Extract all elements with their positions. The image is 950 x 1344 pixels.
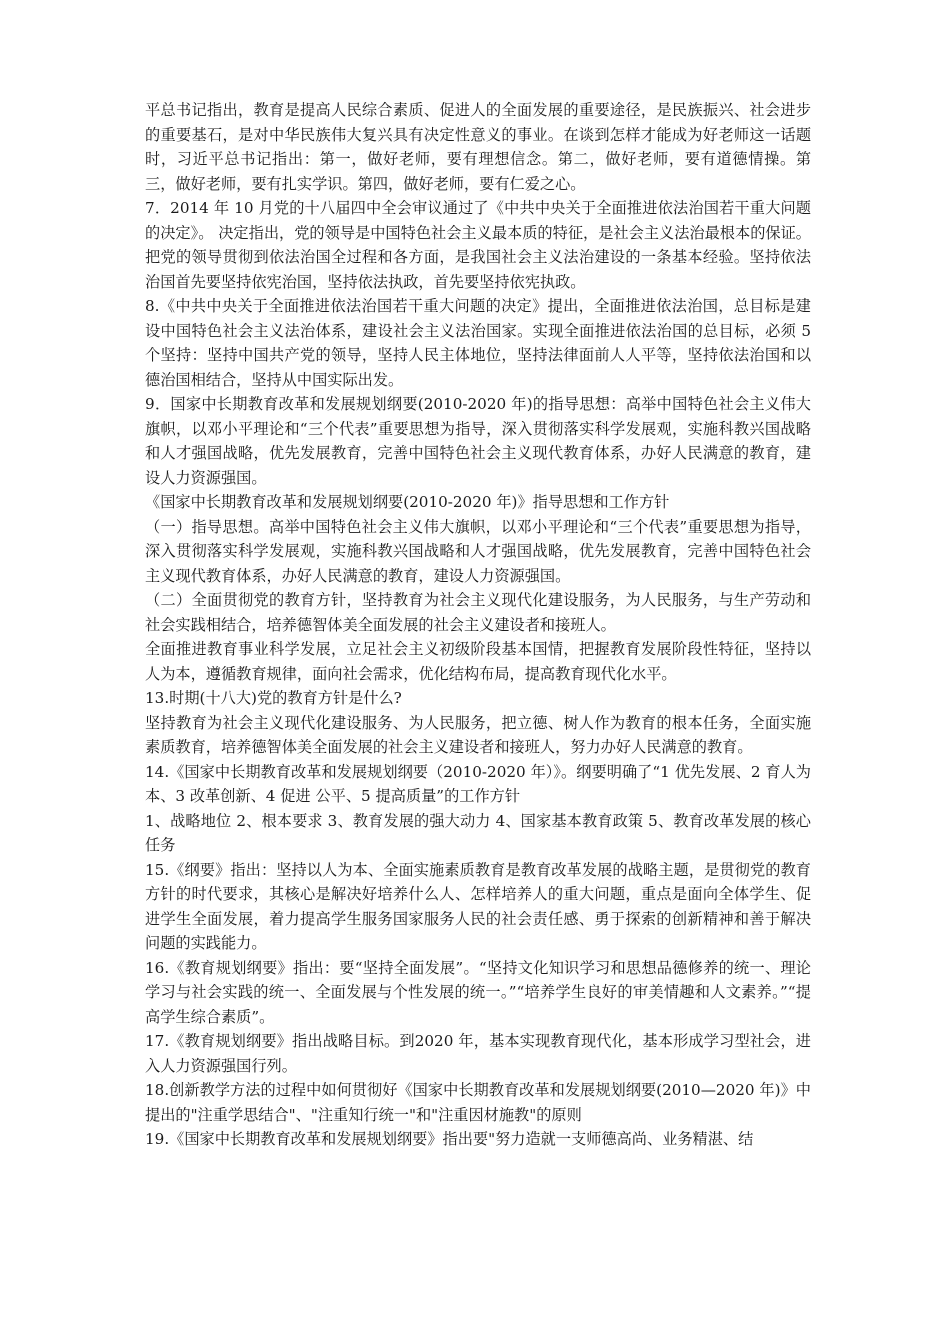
paragraph-item-13-question: 13.时期(十八大)党的教育方针是什么? <box>145 689 402 707</box>
paragraph-scientific-development: 全面推进教育事业科学发展，立足社会主义初级阶段基本国情，把握教育发展阶段性特征，坚持以人为本，遵循教育规律，面向社会需求，优化结构布局，提高教育现代化水平。 <box>145 640 811 683</box>
paragraph-item-7: 7．2014 年 10 月党的十八届四中全会审议通过了《中共中央关于全面推进依法治国若干重大问题的决定》。 决定指出，党的领导是中国特色社会主义最本质的特征，是社会主义法治最根本的保证。把党的领导贯彻到依法治国全过程和各方面，是我国社会主义法治建设的一条基本经验。坚持依法治国首先要坚持依宪治国，坚持依法执政，首先要坚持依宪执政。 <box>145 199 811 291</box>
paragraph-item-18: 18.创新教学方法的过程中如何贯彻好《国家中长期教育改革和发展规划纲要(2010—2020 年)》中提出的"注重学思结合"、"注重知行统一"和"注重因材施教"的原则 <box>145 1081 811 1124</box>
paragraph-item-14-list: 1、战略地位 2、根本要求 3、教育发展的强大动力 4、国家基本教育政策 5、教育改革发展的核心任务 <box>145 811 811 854</box>
paragraph-item-13-answer: 坚持教育为社会主义现代化建设服务、为人民服务，把立德、树人作为教育的根本任务，全面实施素质教育，培养德智体美全面发展的社会主义建设者和接班人，努力办好人民满意的教育。 <box>145 713 811 756</box>
paragraph-item-15: 15.《纲要》指出：坚持以人为本、全面实施素质教育是教育改革发展的战略主题，是贯彻党的教育方针的时代要求，其核心是解决好培养什么人、怎样培养人的重大问题，重点是面向全体学生、促进学生全面发展，着力提高学生服务国家服务人民的社会责任感、勇于探索的创新精神和善于解决问题的实践能力。 <box>145 860 811 952</box>
paragraph-education-policy: （二）全面贯彻党的教育方针，坚持教育为社会主义现代化建设服务，为人民服务，与生产劳动和社会实践相结合，培养德智体美全面发展的社会主义建设者和接班人。 <box>145 591 811 634</box>
paragraph-item-9: 9．国家中长期教育改革和发展规划纲要(2010-2020 年)的指导思想：高举中国特色社会主义伟大旗帜，以邓小平理论和“三个代表”重要思想为指导，深入贯彻落实科学发展观，实施科教兴国战略和人才强国战略，优先发展教育，完善中国特色社会主义现代教育体系，办好人民满意的教育，建设人力资源强国。 <box>145 395 811 487</box>
paragraph-item-14: 14.《国家中长期教育改革和发展规划纲要（2010-2020 年）》。纲要明确了“1 优先发展、2 育人为本、3 改革创新、4 促进 公平、5 提高质量”的工作方针 <box>145 762 811 805</box>
paragraph-item-17: 17.《教育规划纲要》指出战略目标。到2020 年，基本实现教育现代化，基本形成学习型社会，进入人力资源强国行列。 <box>145 1032 811 1075</box>
paragraph-guiding-thought: （一）指导思想。高举中国特色社会主义伟大旗帜，以邓小平理论和“三个代表”重要思想为指导，深入贯彻落实科学发展观，实施科教兴国战略和人才强国战略，优先发展教育，完善中国特色社会主义现代教育体系，办好人民满意的教育，建设人力资源强国。 <box>145 517 811 585</box>
document-page <box>145 98 811 1152</box>
paragraph-item-19: 19.《国家中长期教育改革和发展规划纲要》指出要"努力造就一支师德高尚、业务精湛、结 <box>145 1130 754 1148</box>
paragraph-intro: 平总书记指出，教育是提高人民综合素质、促进人的全面发展的重要途径，是民族振兴、社会进步的重要基石，是对中华民族伟大复兴具有决定性意义的事业。在谈到怎样才能成为好老师这一话题时，习近平总书记指出：第一，做好老师，要有理想信念。第二，做好老师，要有道德情操。第三，做好老师，要有扎实学识。第四，做好老师，要有仁爱之心。 <box>145 101 811 193</box>
paragraph-guideline-heading: 《国家中长期教育改革和发展规划纲要(2010-2020 年)》指导思想和工作方针 <box>145 493 670 511</box>
paragraph-item-8: 8.《中共中央关于全面推进依法治国若干重大问题的决定》提出，全面推进依法治国，总目标是建设中国特色社会主义法治体系，建设社会主义法治国家。实现全面推进依法治国的总目标，必须 5 个坚持：坚持中国共产党的领导，坚持人民主体地位，坚持法律面前人人平等，坚持依法治国和以德治国相结合，坚持从中国实际出发。 <box>145 297 811 389</box>
paragraph-item-16: 16.《教育规划纲要》指出：要“坚持全面发展”。“坚持文化知识学习和思想品德修养的统一、理论学习与社会实践的统一、全面发展与个性发展的统一。”“培养学生良好的审美情趣和人文素养。”“提高学生综合素质”。 <box>145 958 811 1026</box>
